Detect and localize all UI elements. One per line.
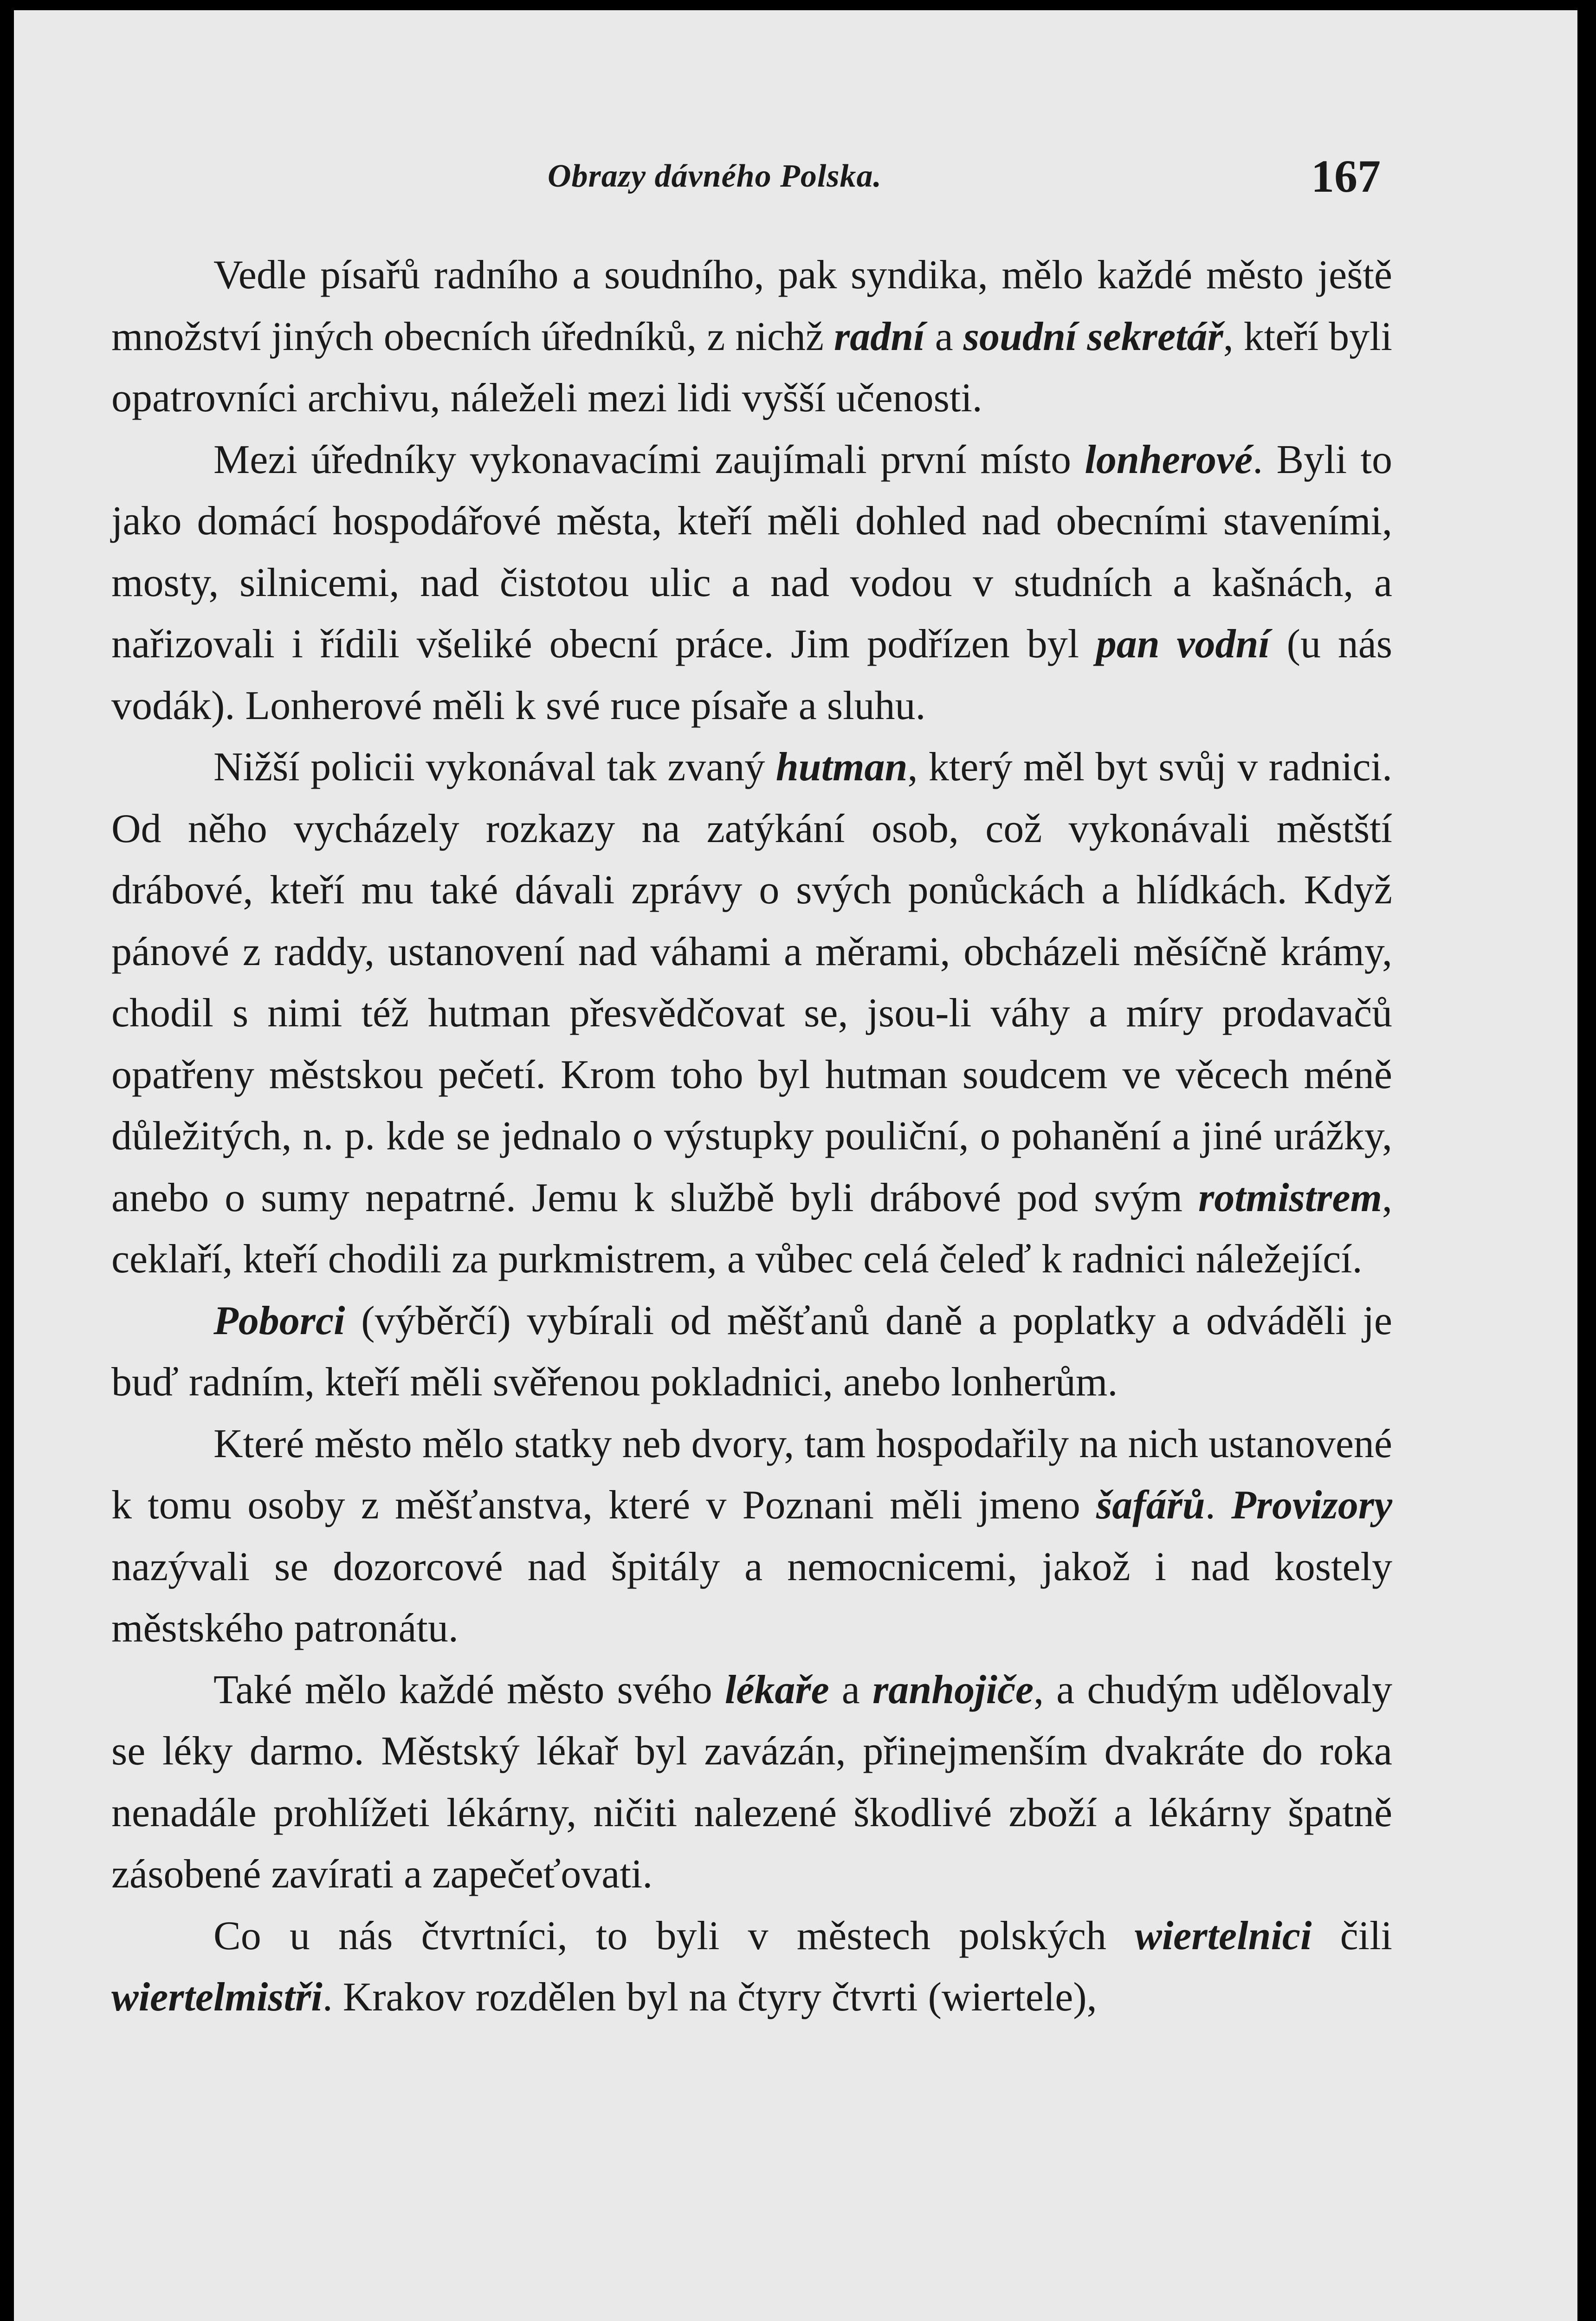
text-run: , ceklaří, kteří chodili za purkmistrem, a vůbec celá čeleď k radnici náležející. xyxy=(111,1175,1392,1282)
text-run: Také mělo každé město svého xyxy=(213,1667,725,1712)
text-run: čili xyxy=(1312,1913,1393,1958)
emphasized-term: hutman xyxy=(775,745,908,790)
emphasized-term: radní xyxy=(834,314,925,359)
text-run: Mezi úředníky vykonavacími zaujímali první místo xyxy=(213,437,1085,482)
paragraph xyxy=(111,1660,1392,1906)
emphasized-term: lonherové xyxy=(1085,437,1253,482)
text-run: Nižší policii vykonával tak zvaný xyxy=(213,745,776,790)
paragraph xyxy=(111,1906,1392,2029)
running-header-title: Obrazy dávného Polska. xyxy=(548,158,882,194)
text-run: a xyxy=(829,1667,872,1712)
paragraph xyxy=(111,737,1392,1290)
emphasized-term: pan vodní xyxy=(1096,622,1270,667)
text-run: Které město mělo statky neb dvory, tam hospodařily na nich ustanovené k tomu osoby z měšťanstva, které v Poznani měli jmeno xyxy=(111,1421,1392,1528)
text-run: , který měl byt svůj v radnici. Od něho vycházely rozkazy na zatýkání osob, což vykonávali městští drábové, kteří mu také dávali zprávy o svých ponůckách a hlídkách. Když pánové z raddy, ustanovení nad váhami a měrami, obcházeli měsíčně krámy, chodil s nimi též hutman přesvědčovat se, jsou-li váhy a míry prodavačů opatřeny městskou pečetí. Krom toho byl hutman soudcem ve věcech méně důležitých, n. p. kde se jednalo o výstupky pouliční, o pohanění a jiné urážky, anebo o sumy nepatrné. Jemu k službě byli drábové pod svým xyxy=(111,745,1392,1220)
emphasized-term: rotmistrem xyxy=(1198,1175,1382,1220)
text-run: , kteří byli opatrovníci archivu, náleželi mezi lidi vyšší učenosti. xyxy=(111,314,1392,421)
emphasized-term: soudní sekretář xyxy=(963,314,1223,359)
text-run: . Krakov rozdělen byl na čtyry čtvrti (wiertele), xyxy=(322,1975,1097,2020)
emphasized-term: šafářů xyxy=(1096,1483,1205,1528)
page-number: 167 xyxy=(1311,150,1381,202)
emphasized-term: lékaře xyxy=(724,1667,829,1712)
text-run: nazývali se dozorcové nad špitály a nemocnicemi, jakož i nad kostely městského patronátu. xyxy=(111,1544,1392,1651)
paragraph xyxy=(111,245,1392,429)
emphasized-term: wiertelnici xyxy=(1135,1913,1312,1958)
paragraph xyxy=(111,1413,1392,1660)
text-run: , a chudým udělovaly se léky darmo. Městský lékař byl zavázán, přinejmenším dvakráte do roka nenadále prohlížeti lékárny, ničiti nalezené škodlivé zboží a lékárny špatně zásobené zavírati a zapečeťovati. xyxy=(111,1667,1392,1897)
text-run: . Byli to jako domácí hospodářové města, kteří měli dohled nad obecními staveními, mosty, silnicemi, nad čistotou ulic a nad vodou v studních a kašnách, a nařizovali i řídili všeliké obecní práce. Jim podřízen byl xyxy=(111,437,1392,667)
text-run: (u nás vodák). Lonherové měli k své ruce písaře a sluhu. xyxy=(111,622,1393,728)
emphasized-term: ranhojiče xyxy=(872,1667,1034,1712)
body-text xyxy=(111,245,1392,2029)
emphasized-term: Provizory xyxy=(1231,1483,1393,1528)
text-run: a xyxy=(924,314,963,359)
text-run: (výběrčí) vybírali od měšťanů daně a poplatky a odváděli je buď radním, kteří měli svěřenou pokladnici, anebo lonherům. xyxy=(111,1298,1392,1405)
paragraph xyxy=(111,1290,1392,1413)
text-run: . xyxy=(1205,1483,1231,1528)
text-run: Co u nás čtvrtníci, to byli v městech polských xyxy=(213,1913,1135,1958)
text-run: Vedle písařů radního a soudního, pak syndika, mělo každé město ještě množství jiných obecních úředníků, z nichž xyxy=(111,253,1392,359)
book-page xyxy=(14,10,1577,2321)
emphasized-term: Poborci xyxy=(213,1298,345,1343)
paragraph xyxy=(111,429,1392,737)
emphasized-term: wiertelmistři xyxy=(111,1975,323,2020)
